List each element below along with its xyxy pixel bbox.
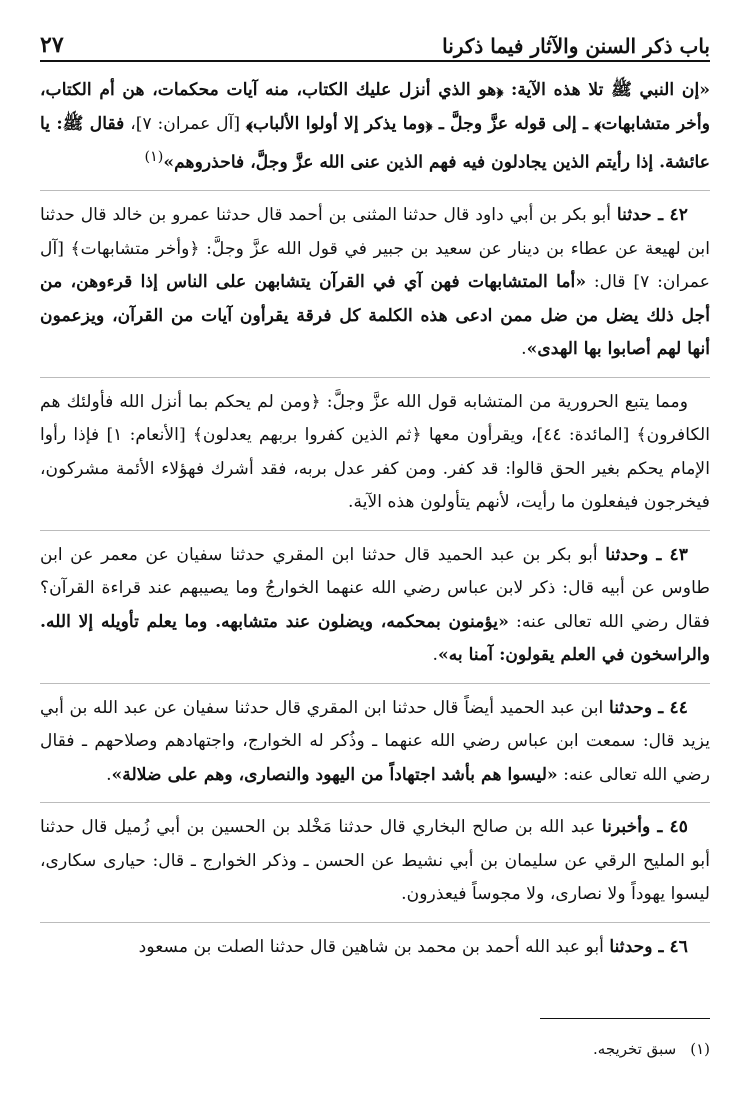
commentary-hururiyya	[40, 386, 710, 520]
hadith-42	[40, 199, 710, 367]
footnote-text: سبق تخريجه.	[593, 1040, 677, 1058]
period: .	[521, 339, 527, 360]
narration-lead: وحدثنا	[608, 697, 653, 718]
section-divider	[40, 377, 710, 378]
isnad-text: عبد الله بن صالح البخاري قال حدثنا مَخْلد بن الحسين بن أبي زُميل قال حدثنا أبو المليح الرقي عن سليمان بن أبي نشيط عن الحسن ـ وذكر الخوارج ـ قال: حيارى سكارى، ليسوا يهوداً ولا نصارى، ولا مجوساً فيعذرون.	[40, 817, 710, 905]
matn-text: «ليسوا هم بأشد اجتهاداً من اليهود والنصارى، وهم على ضلالة»	[111, 764, 558, 785]
page-header	[40, 18, 710, 62]
isnad-text: أبو عبد الله أحمد بن محمد بن شاهين قال حدثنا الصلت بن مسعود	[138, 936, 610, 957]
period: .	[106, 764, 112, 785]
book-page	[40, 18, 710, 1088]
verse-reference: [آل عمران: ٧]،	[124, 113, 246, 134]
narration-lead: وحدثنا	[609, 936, 653, 957]
isnad-text: ابن عبد الحميد أيضاً قال حدثنا ابن المقري قال حدثنا سفيان عن عبد الله بن أبي يزيد قال: سمعت ابن عباس رضي الله عنهما ـ وذُكر له الخوارج، واجتهادهم وصلاحهم ـ فقال رضي الله تعالى عنه:	[40, 697, 710, 785]
hadith-number: ٤٥ ـ	[650, 817, 688, 838]
hadith-number: ٤٣ ـ	[648, 544, 688, 565]
hadith-text-end: فقال ﷺ: يا عائشة. إذا رأيتم الذين يجادلون فيه فهم الذين عنى الله عزَّ وجلَّ، فاحذروهم»	[40, 113, 710, 173]
section-divider	[40, 190, 710, 191]
isnad-text: أبو بكر بن عبد الحميد قال حدثنا ابن المقري حدثنا سفيان عن معمر عن ابن طاوس عن أبيه قال: ذكر لابن عباس رضي الله عنهما الخوارجُ وما يصيبهم عند قراءة القرآن؟ فقال رضي الله تعالى عنه:	[40, 544, 710, 632]
running-title: باب ذكر السنن والآثار فيما ذكرنا	[442, 34, 710, 58]
section-divider	[40, 922, 710, 923]
hadith-continuation	[40, 74, 710, 180]
hadith-43	[40, 539, 710, 673]
period: .	[432, 645, 438, 666]
section-divider	[40, 683, 710, 684]
section-divider	[40, 802, 710, 803]
footnote-rule	[540, 1018, 710, 1019]
section-divider	[40, 530, 710, 531]
hadith-45	[40, 811, 710, 912]
narration-lead: وأخبرنا	[601, 817, 651, 838]
hadith-46	[40, 931, 710, 965]
page-number: ٢٧	[40, 32, 64, 58]
commentary-text: ومما يتبع الحرورية من المتشابه قول الله عزَّ وجلَّ: ﴿ومن لم يحكم بما أنزل الله فأولئك هم الكافرون﴾ [المائدة: ٤٤]، ويقرأون معها ﴿ثم الذين كفروا بربهم يعدلون﴾ [الأنعام: ١] فإذا رأوا الإمام يحكم بغير الحق قالوا: قد كفر. ومن كفر عدل بربه، فقد أشرك فهؤلاء الأئمة مشركون، فيخرجون فيفعلون ما رأيت، لأنهم يتأولون هذه الآية.	[40, 391, 710, 513]
hadith-44	[40, 692, 710, 793]
hadith-number: ٤٢ ـ	[651, 205, 688, 226]
hadith-number: ٤٦ ـ	[652, 936, 688, 957]
footnote	[593, 1040, 710, 1058]
matn-text: «يؤمنون بمحكمه، ويضلون عند متشابهه. وما يعلم تأويله إلا الله. والراسخون في العلم يقولون: آمنا به»	[40, 611, 710, 666]
narration-lead: وحدثنا	[605, 544, 649, 565]
isnad-text: أبو بكر بن أبي داود قال حدثنا المثنى بن أحمد قال حدثنا عمرو بن خالد قال حدثنا ابن لهيعة عن عطاء بن دينار عن سعيد بن جبير في قول الله عزَّ وجلَّ: ﴿وأخر متشابهات﴾ [آل عمران: ٧] قال:	[40, 205, 710, 293]
footnote-number: (١)	[690, 1040, 710, 1058]
footnote-marker[interactable]: (١)	[144, 149, 164, 165]
hadith-text: «إن النبي ﷺ تلا هذه الآية: ﴿هو الذي أنزل عليك الكتاب، منه آيات محكمات، هن أم الكتاب، وأخر متشابهات﴾ ـ إلى قوله عزَّ وجلَّ ـ ﴿وما يذكر إلا أولوا الألباب﴾	[40, 80, 711, 134]
matn-text: «أما المتشابهات فهن آي في القرآن يتشابهن على الناس إذا قرءوهن، من أجل ذلك يضل من ضل ممن ادعى هذه الكلمة كل فرقة يقرأون آيات من القرآن، ويزعمون أنها لهم أصابوا بها الهدى»	[40, 272, 710, 360]
page-content	[40, 74, 710, 964]
hadith-number: ٤٤ ـ	[652, 697, 688, 718]
narration-lead: حدثنا	[616, 205, 652, 226]
